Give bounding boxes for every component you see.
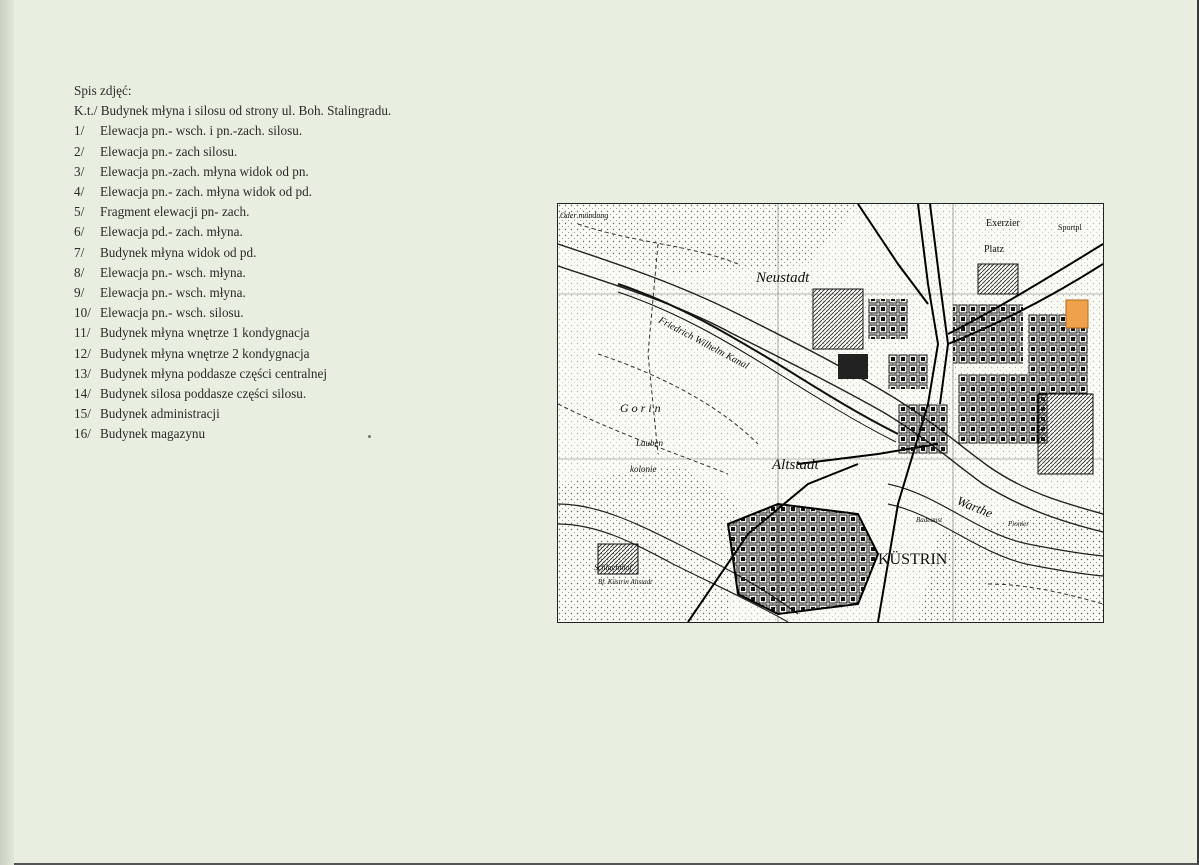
photo-list-item — [74, 344, 391, 364]
town-block — [958, 374, 1048, 444]
map-label-canal: Friedrich Wilhelm Kanal — [656, 314, 751, 372]
photo-item-number: 7/ — [74, 244, 85, 260]
photo-list-item — [74, 303, 391, 323]
photo-item-number: 9/ — [74, 285, 85, 301]
map-label-warthe: Warthe — [954, 492, 995, 521]
map-label-mundung: Oder mündung — [560, 211, 609, 220]
photo-list-item — [74, 121, 391, 141]
photo-item-text: Budynek młyna wnętrze 2 kondygnacja — [100, 345, 310, 361]
photo-item-text: Budynek młyna poddasze części centralnej — [100, 365, 328, 381]
photo-item-number: 10/ — [74, 305, 91, 321]
photo-list-item — [74, 162, 391, 182]
photo-item-text: Budynek młyna wnętrze 1 kondygnacja — [100, 325, 310, 341]
photo-list-item — [74, 424, 391, 444]
photo-item-text: Budynek młyna widok od pd. — [100, 244, 257, 260]
photo-item-text: Elewacja pn.- zach. młyna widok od pd. — [100, 184, 313, 200]
scan-edge-shadow — [0, 0, 14, 865]
town-block — [898, 404, 948, 454]
map-label-neustadt: Neustadt — [756, 270, 810, 286]
photo-list-item — [74, 142, 391, 162]
photo-item-text: Elewacja pn.- wsch. młyna. — [100, 285, 246, 301]
photo-list-item — [74, 263, 391, 283]
photo-list — [74, 81, 391, 445]
neustadt-block — [868, 299, 908, 339]
photo-list-item — [74, 243, 391, 263]
photo-item-number: 5/ — [74, 204, 85, 220]
scan-speck — [368, 435, 371, 438]
map-label-badeanst: Badeanst — [916, 516, 943, 524]
photo-item-number: 13/ — [74, 365, 91, 381]
photo-list-item — [74, 364, 391, 384]
photo-list-item — [74, 323, 391, 343]
photo-list-item — [74, 222, 391, 242]
photo-list-item — [74, 283, 391, 303]
photo-item-number: 3/ — [74, 163, 85, 179]
photo-item-number: 14/ — [74, 386, 91, 402]
photo-item-number: 8/ — [74, 264, 85, 280]
photo-list-intro: K.t./ Budynek młyna i silosu od strony ul. Boh. Stalingradu. — [74, 103, 392, 119]
photo-item-number: 6/ — [74, 224, 85, 240]
photo-item-number: 1/ — [74, 123, 85, 139]
map-label-gorin: G o r i n — [620, 401, 661, 415]
photo-list-item — [74, 404, 391, 424]
map-label-platz: Platz — [984, 244, 1004, 255]
map-label-lauben: Lauben — [636, 438, 663, 448]
fortress-block — [758, 534, 838, 584]
photo-item-number: 15/ — [74, 406, 91, 422]
town-block — [953, 304, 1023, 364]
neustadt-block — [838, 354, 868, 379]
map-label-exerzier: Exerzier — [986, 218, 1020, 229]
photo-list-items — [74, 121, 391, 444]
map-label-kolonie: kolonie — [630, 464, 657, 474]
neustadt-block — [813, 289, 863, 349]
photo-item-text: Budynek magazynu — [100, 426, 206, 442]
map-label-schlachthof: Schlachthof — [594, 563, 632, 572]
photo-item-text: Elewacja pn.- wsch. i pn.-zach. silosu. — [100, 123, 303, 139]
photo-list-item — [74, 384, 391, 404]
map-label-sportpl: Sportpl — [1058, 223, 1082, 232]
photo-item-number: 16/ — [74, 426, 91, 442]
meadow-area-south — [558, 464, 738, 622]
map-label-altstadt: Altstadt — [772, 457, 819, 473]
photo-item-text: Elewacja pd.- zach. młyna. — [100, 224, 243, 240]
highlighted-building — [1066, 300, 1088, 328]
photo-item-text: Elewacja pn.- wsch. silosu. — [100, 305, 244, 321]
photo-item-text: Fragment elewacji pn- zach. — [100, 204, 250, 220]
photo-list-item — [74, 182, 391, 202]
map-label-pionier: Pionier — [1008, 520, 1029, 528]
photo-item-text: Budynek administracji — [100, 406, 220, 422]
historical-map — [557, 203, 1104, 623]
photo-item-number: 2/ — [74, 143, 85, 159]
photo-item-text: Elewacja pn.- zach silosu. — [100, 143, 238, 159]
neustadt-block — [888, 354, 928, 389]
photo-item-number: 11/ — [74, 325, 91, 341]
town-block — [1038, 394, 1093, 474]
map-label-kustrin: KÜSTRIN — [878, 551, 948, 568]
map-label-bf: Bf. Küstrin Altstadt — [598, 578, 653, 586]
town-block — [978, 264, 1018, 294]
photo-item-text: Elewacja pn.-zach. młyna widok od pn. — [100, 163, 309, 179]
photo-item-text: Budynek silosa poddasze części silosu. — [100, 386, 307, 402]
photo-item-text: Elewacja pn.- wsch. młyna. — [100, 264, 246, 280]
photo-list-item — [74, 202, 391, 222]
photo-list-heading: Spis zdjęć: — [74, 83, 132, 98]
photo-item-number: 12/ — [74, 345, 91, 361]
photo-item-number: 4/ — [74, 184, 85, 200]
map-drawing — [558, 204, 1103, 622]
